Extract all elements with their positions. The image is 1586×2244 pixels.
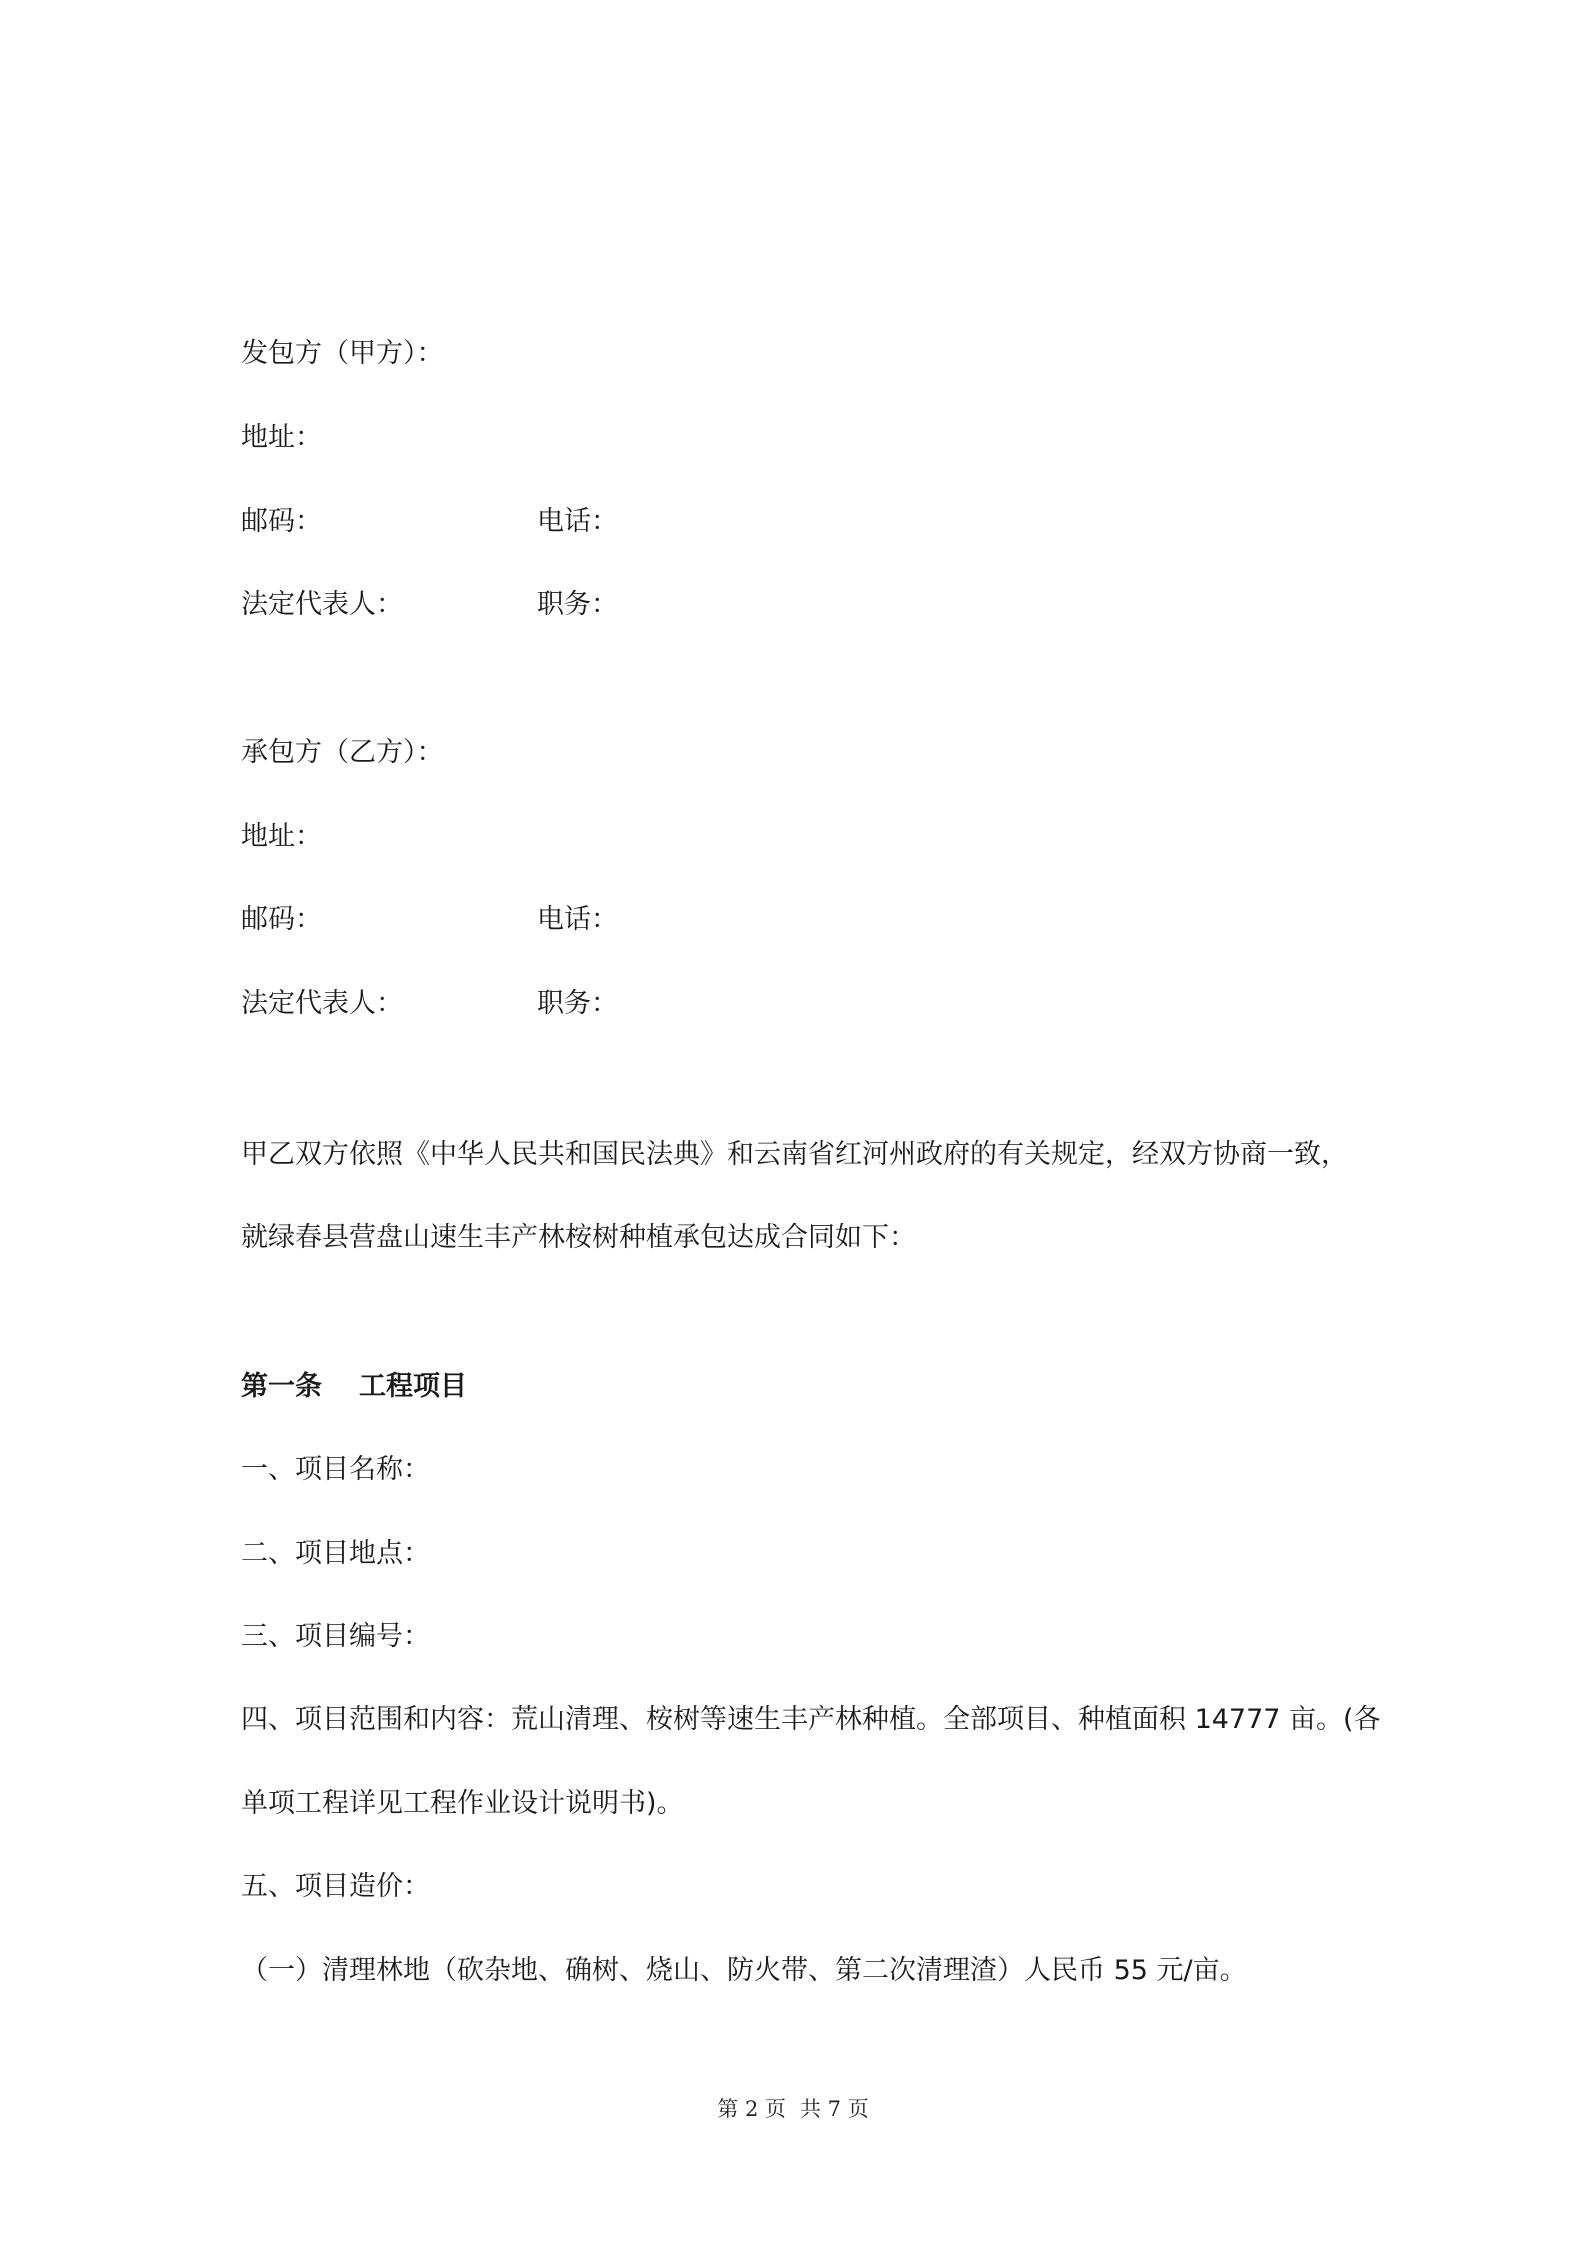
party-a-phone-label: 电话： — [537, 506, 618, 537]
party-b-legal-rep-label: 法定代表人： — [241, 988, 403, 1019]
page-footer — [0, 2094, 1586, 2124]
party-a-address-label: 地址： — [241, 422, 322, 453]
party-b-phone-label: 电话： — [537, 904, 618, 935]
article-1-item-5-sub-1: （一）清理林地（砍杂地、确树、烧山、防火带、第二次清理渣）人民币 55 元/亩。 — [241, 1955, 1247, 1986]
party-a-legal-rep-label: 法定代表人： — [241, 589, 403, 620]
party-b-address-label: 地址： — [241, 821, 322, 852]
article-1-item-3: 三、项目编号： — [241, 1621, 430, 1652]
party-a-postcode-label: 邮码： — [241, 506, 322, 537]
article-1-title: 工程项目 — [359, 1371, 467, 1402]
article-1-item-4-line-2: 单项工程详见工程作业设计说明书)。 — [241, 1788, 684, 1819]
article-1-heading — [241, 1367, 467, 1407]
preamble-line-2: 就绿春县营盘山速生丰产林桉树种植承包达成合同如下： — [241, 1222, 916, 1253]
party-a-heading: 发包方（甲方）： — [241, 338, 444, 369]
article-1-item-1: 一、项目名称： — [241, 1454, 430, 1485]
page-total: 共 7 页 — [800, 2097, 869, 2121]
party-b-heading: 承包方（乙方）： — [241, 737, 444, 768]
preamble-line-1: 甲乙双方依照《中华人民共和国民法典》和云南省红河州政府的有关规定，经双方协商一致， — [241, 1139, 1348, 1170]
party-a-position-label: 职务： — [537, 589, 618, 620]
article-1-item-4-line-1: 四、项目范围和内容：荒山清理、桉树等速生丰产林种植。全部项目、种植面积 14777 亩。(各 — [241, 1704, 1381, 1735]
party-b-postcode-label: 邮码： — [241, 904, 322, 935]
page-number: 第 2 页 — [717, 2097, 786, 2121]
article-1-number: 第一条 — [241, 1371, 322, 1402]
party-b-position-label: 职务： — [537, 988, 618, 1019]
article-1-item-2: 二、项目地点： — [241, 1538, 430, 1569]
article-1-item-5: 五、项目造价： — [241, 1871, 430, 1902]
